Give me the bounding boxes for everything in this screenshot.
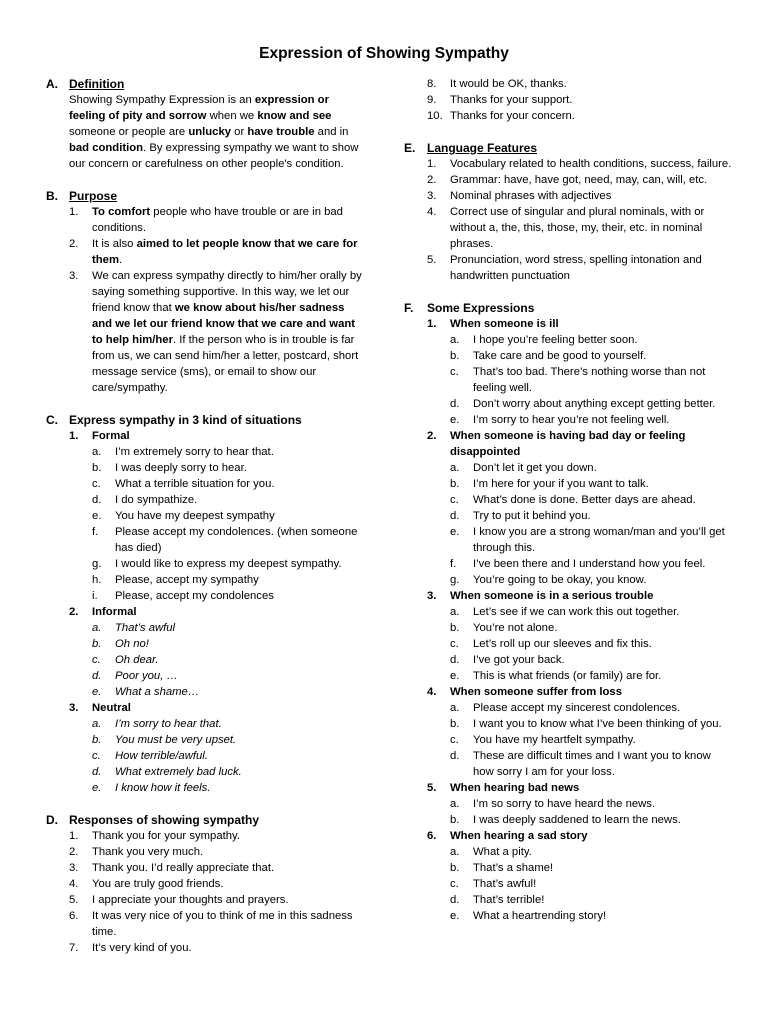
list-item bbox=[450, 796, 734, 812]
item-number: 2. bbox=[69, 846, 79, 858]
item-text bbox=[92, 268, 366, 396]
item-text: Thank you. I’d really appreciate that. bbox=[92, 862, 275, 874]
list-item bbox=[450, 412, 734, 428]
list-item bbox=[450, 604, 734, 620]
item-number: 2. bbox=[427, 174, 437, 186]
list-item bbox=[450, 748, 734, 780]
item-number: d. bbox=[450, 750, 460, 762]
item-number: e. bbox=[450, 526, 460, 538]
neutral-list bbox=[46, 716, 366, 796]
list-item bbox=[92, 508, 366, 524]
section-letter: C. bbox=[46, 413, 58, 427]
item-text: What extremely bad luck. bbox=[115, 766, 242, 778]
section-letter: A. bbox=[46, 77, 58, 91]
list-item bbox=[427, 188, 734, 204]
item-text: Thank you very much. bbox=[92, 846, 204, 858]
item-number: e. bbox=[450, 670, 460, 682]
section-responses bbox=[46, 812, 366, 956]
item-text: Thanks for your concern. bbox=[450, 110, 575, 122]
list-item bbox=[427, 252, 734, 284]
item-number: 2. bbox=[69, 606, 79, 618]
list-item bbox=[450, 572, 734, 588]
item-text: I was deeply sorry to hear. bbox=[115, 462, 247, 474]
item-text: That’s too bad. There’s nothing worse than not feeling well. bbox=[473, 366, 706, 394]
item-number: b. bbox=[450, 814, 460, 826]
item-number: a. bbox=[450, 462, 460, 474]
section-letter: D. bbox=[46, 813, 58, 827]
item-number: 8. bbox=[427, 78, 437, 90]
list-item bbox=[450, 492, 734, 508]
section-letter: F. bbox=[404, 301, 414, 315]
item-text: Nominal phrases with adjectives bbox=[450, 190, 612, 202]
item-text: I do sympathize. bbox=[115, 494, 198, 506]
expression-group-heading bbox=[404, 428, 734, 460]
item-text: I’ve got your back. bbox=[473, 654, 565, 666]
item-number: a. bbox=[450, 798, 460, 810]
list-item bbox=[69, 940, 366, 956]
list-item bbox=[450, 908, 734, 924]
list-item bbox=[92, 636, 366, 652]
expression-groups bbox=[404, 316, 734, 924]
item-number: b. bbox=[450, 478, 460, 490]
list-item bbox=[450, 476, 734, 492]
item-number: c. bbox=[450, 638, 459, 650]
section-letter: E. bbox=[404, 141, 416, 155]
text-run: people who have trouble or are in bad conditions. bbox=[92, 206, 343, 234]
item-number: c. bbox=[450, 878, 459, 890]
item-number: d. bbox=[450, 654, 460, 666]
item-number: d. bbox=[92, 494, 102, 506]
list-item bbox=[92, 444, 366, 460]
list-item bbox=[92, 684, 366, 700]
item-number: 5. bbox=[69, 894, 79, 906]
text-run: or bbox=[231, 126, 248, 138]
list-item bbox=[450, 716, 734, 732]
item-text: What a heartrending story! bbox=[473, 910, 607, 922]
item-number: 4. bbox=[427, 686, 437, 698]
item-text: You must be very upset. bbox=[115, 734, 237, 746]
item-text: That’s awful! bbox=[473, 878, 537, 890]
section-letter: B. bbox=[46, 189, 58, 203]
section-heading bbox=[46, 412, 366, 428]
text-run: when we bbox=[206, 110, 258, 122]
subsection-title: When hearing bad news bbox=[450, 782, 580, 794]
item-number: b. bbox=[450, 718, 460, 730]
text-run: Showing Sympathy Expression is an bbox=[69, 94, 255, 106]
text-run-bold: expression or feeling of pity and sorrow bbox=[69, 94, 329, 122]
item-number: 1. bbox=[427, 318, 437, 330]
section-title: Definition bbox=[69, 77, 125, 91]
list-item bbox=[450, 556, 734, 572]
purpose-list bbox=[46, 204, 366, 396]
item-number: c. bbox=[450, 734, 459, 746]
responses-list bbox=[46, 828, 366, 956]
item-text: You are truly good friends. bbox=[92, 878, 224, 890]
section-title: Express sympathy in 3 kind of situations bbox=[69, 413, 302, 427]
item-text: I’m sorry to hear you’re not feeling well. bbox=[473, 414, 670, 426]
item-number: 10. bbox=[427, 110, 443, 122]
list-item bbox=[450, 892, 734, 908]
item-text: What’s done is done. Better days are ahead. bbox=[473, 494, 696, 506]
item-text: Please accept my condolences. (when someone has died) bbox=[115, 526, 358, 554]
item-text: Please, accept my sympathy bbox=[115, 574, 259, 586]
section-heading bbox=[46, 188, 366, 204]
item-text: That’s awful bbox=[115, 622, 176, 634]
text-run: . By expressing sympathy we want to show our concern or carefulness on other people's condition. bbox=[69, 142, 359, 170]
item-text: That’s terrible! bbox=[473, 894, 545, 906]
item-text: It would be OK, thanks. bbox=[450, 78, 567, 90]
list-item bbox=[92, 556, 366, 572]
item-text: Don’t worry about anything except getting better. bbox=[473, 398, 716, 410]
item-text: I was deeply saddened to learn the news. bbox=[473, 814, 681, 826]
item-text: Pronunciation, word stress, spelling intonation and handwritten punctuation bbox=[450, 254, 702, 282]
item-number: a. bbox=[92, 446, 102, 458]
list-item bbox=[69, 876, 366, 892]
item-number: d. bbox=[450, 894, 460, 906]
list-item bbox=[427, 156, 734, 172]
item-number: a. bbox=[450, 334, 460, 346]
list-item bbox=[450, 860, 734, 876]
item-text: You have my deepest sympathy bbox=[115, 510, 275, 522]
item-text: It was very nice of you to think of me in this sadness time. bbox=[92, 910, 353, 938]
list-item bbox=[450, 364, 734, 396]
list-item bbox=[69, 828, 366, 844]
item-number: 6. bbox=[427, 830, 437, 842]
item-number: 1. bbox=[427, 158, 437, 170]
item-text: Correct use of singular and plural nominals, with or without a, the, this, those, my, their, etc. in nominal phrases. bbox=[450, 206, 705, 250]
item-number: 4. bbox=[69, 878, 79, 890]
subsection-title: Formal bbox=[92, 430, 130, 442]
text-run: It is also bbox=[92, 238, 137, 250]
item-number: 9. bbox=[427, 94, 437, 106]
item-number: d. bbox=[450, 510, 460, 522]
list-item bbox=[450, 620, 734, 636]
list-item bbox=[69, 236, 366, 268]
item-text: What a pity. bbox=[473, 846, 532, 858]
subsection-heading-formal bbox=[46, 428, 366, 444]
item-text: I know you are a strong woman/man and you’ll get through this. bbox=[473, 526, 725, 554]
section-situations bbox=[46, 412, 366, 796]
list-item bbox=[69, 844, 366, 860]
text-run-bold: have trouble bbox=[247, 126, 315, 138]
text-run: and in bbox=[314, 126, 349, 138]
section-language-features bbox=[404, 140, 734, 284]
item-text: I know how it feels. bbox=[115, 782, 211, 794]
list-item bbox=[92, 748, 366, 764]
list-item bbox=[92, 460, 366, 476]
item-number: c. bbox=[92, 478, 101, 490]
section-heading bbox=[46, 812, 366, 828]
item-text: How terrible/awful. bbox=[115, 750, 208, 762]
item-text: I’m here for your if you want to talk. bbox=[473, 478, 649, 490]
item-number: e. bbox=[450, 414, 460, 426]
list-item bbox=[450, 700, 734, 716]
subsection-title: Neutral bbox=[92, 702, 131, 714]
text-run: someone or people are bbox=[69, 126, 189, 138]
item-number: d. bbox=[450, 398, 460, 410]
item-number: 1. bbox=[69, 206, 79, 218]
item-number: c. bbox=[92, 654, 101, 666]
text-run: . bbox=[119, 254, 123, 266]
item-number: a. bbox=[92, 622, 102, 634]
list-item bbox=[92, 492, 366, 508]
item-text: These are difficult times and I want you to know how sorry I am for your loss. bbox=[473, 750, 711, 778]
list-item bbox=[92, 716, 366, 732]
subsection-title: When someone is ill bbox=[450, 318, 559, 330]
item-text: Thanks for your support. bbox=[450, 94, 573, 106]
item-text: Oh no! bbox=[115, 638, 149, 650]
list-item bbox=[450, 668, 734, 684]
expression-list bbox=[404, 604, 734, 684]
expression-group-heading bbox=[404, 588, 734, 604]
item-text: You have my heartfelt sympathy. bbox=[473, 734, 636, 746]
item-text: Don’t let it get you down. bbox=[473, 462, 597, 474]
item-text: This is what friends (or family) are for. bbox=[473, 670, 662, 682]
item-number: c. bbox=[450, 494, 459, 506]
item-number: e. bbox=[92, 782, 102, 794]
item-text: Thank you for your sympathy. bbox=[92, 830, 240, 842]
list-item bbox=[92, 780, 366, 796]
list-item bbox=[450, 876, 734, 892]
item-number: 3. bbox=[69, 702, 79, 714]
item-text: Let’s roll up our sleeves and fix this. bbox=[473, 638, 652, 650]
list-item bbox=[69, 204, 366, 236]
list-item bbox=[450, 652, 734, 668]
text-run-bold: know and see bbox=[257, 110, 332, 122]
expression-list bbox=[404, 844, 734, 924]
list-item bbox=[69, 860, 366, 876]
section-some-expressions bbox=[404, 300, 734, 924]
list-item bbox=[427, 172, 734, 188]
right-column bbox=[404, 76, 734, 924]
formal-list bbox=[46, 444, 366, 604]
text-run-bold: we know about his/her sadness and we let our friend know that we care and want to help him/her bbox=[92, 302, 356, 346]
item-number: b. bbox=[92, 638, 102, 650]
definition-paragraph bbox=[46, 92, 366, 172]
item-text: What a terrible situation for you. bbox=[115, 478, 275, 490]
list-item bbox=[69, 268, 366, 396]
expression-list bbox=[404, 700, 734, 780]
item-number: g. bbox=[92, 558, 102, 570]
expression-list bbox=[404, 796, 734, 828]
list-item bbox=[450, 460, 734, 476]
list-item bbox=[450, 732, 734, 748]
item-number: 4. bbox=[427, 206, 437, 218]
item-text: Please accept my sincerest condolences. bbox=[473, 702, 681, 714]
item-number: b. bbox=[450, 862, 460, 874]
item-text: Let’s see if we can work this out together. bbox=[473, 606, 680, 618]
item-text: Oh dear. bbox=[115, 654, 159, 666]
section-title: Purpose bbox=[69, 189, 118, 203]
item-text: You’re going to be okay, you know. bbox=[473, 574, 647, 586]
list-item bbox=[92, 620, 366, 636]
subsection-title: Informal bbox=[92, 606, 137, 618]
list-item bbox=[92, 572, 366, 588]
list-item bbox=[450, 812, 734, 828]
item-number: d. bbox=[92, 766, 102, 778]
item-number: e. bbox=[92, 510, 102, 522]
item-number: c. bbox=[92, 750, 101, 762]
section-purpose bbox=[46, 188, 366, 396]
list-item bbox=[450, 396, 734, 412]
item-text: I’m sorry to hear that. bbox=[115, 718, 222, 730]
subsection-heading-neutral bbox=[46, 700, 366, 716]
item-number: 2. bbox=[427, 430, 437, 442]
list-item bbox=[92, 524, 366, 556]
expression-group-heading bbox=[404, 316, 734, 332]
item-number: g. bbox=[450, 574, 460, 586]
item-text: I want you to know what I’ve been thinking of you. bbox=[473, 718, 722, 730]
item-text: I hope you’re feeling better soon. bbox=[473, 334, 638, 346]
item-text: I’m so sorry to have heard the news. bbox=[473, 798, 656, 810]
item-number: c. bbox=[450, 366, 459, 378]
item-number: 1. bbox=[69, 830, 79, 842]
list-item bbox=[450, 844, 734, 860]
section-heading bbox=[404, 300, 734, 316]
subsection-title: When hearing a sad story bbox=[450, 830, 588, 842]
text-run-bold: bad condition bbox=[69, 142, 144, 154]
left-column bbox=[46, 76, 366, 956]
text-run: . If the person who is in trouble is far from us, we can send him/her a letter, postcard, short message service (sms), or email to show our care/sympathy. bbox=[92, 334, 359, 394]
section-heading bbox=[46, 76, 366, 92]
item-number: 3. bbox=[69, 862, 79, 874]
item-number: 7. bbox=[69, 942, 79, 954]
item-number: 3. bbox=[427, 190, 437, 202]
list-item bbox=[450, 348, 734, 364]
section-heading bbox=[404, 140, 734, 156]
expression-group-heading bbox=[404, 828, 734, 844]
item-number: f. bbox=[92, 526, 99, 538]
expression-list bbox=[404, 332, 734, 428]
features-list bbox=[404, 156, 734, 284]
subsection-title: When someone suffer from loss bbox=[450, 686, 622, 698]
list-item bbox=[69, 908, 366, 940]
text-run: We can express sympathy directly to him/her orally by saying something supportive. In this way, we let our friend know that bbox=[92, 270, 362, 314]
item-number: a. bbox=[92, 718, 102, 730]
item-text: Grammar: have, have got, need, may, can, will, etc. bbox=[450, 174, 708, 186]
list-item bbox=[92, 476, 366, 492]
list-item bbox=[92, 588, 366, 604]
list-item bbox=[92, 652, 366, 668]
item-text: I’m extremely sorry to hear that. bbox=[115, 446, 274, 458]
text-run-bold: aimed to let people know that we care for them bbox=[92, 238, 358, 266]
item-text: Take care and be good to yourself. bbox=[473, 350, 647, 362]
item-number: a. bbox=[450, 702, 460, 714]
item-text: I’ve been there and I understand how you feel. bbox=[473, 558, 706, 570]
responses-list-continued bbox=[404, 76, 734, 124]
section-title: Language Features bbox=[427, 141, 538, 155]
text-run-bold: To comfort bbox=[92, 206, 151, 218]
item-text: Poor you, … bbox=[115, 670, 178, 682]
item-number: a. bbox=[450, 606, 460, 618]
list-item bbox=[450, 332, 734, 348]
list-item bbox=[92, 732, 366, 748]
item-number: 5. bbox=[427, 254, 437, 266]
item-text: It’s very kind of you. bbox=[92, 942, 192, 954]
item-text: Try to put it behind you. bbox=[473, 510, 591, 522]
list-item bbox=[69, 892, 366, 908]
item-number: b. bbox=[92, 462, 102, 474]
subsection-title: When someone is in a serious trouble bbox=[450, 590, 654, 602]
informal-list bbox=[46, 620, 366, 700]
item-text: That’s a shame! bbox=[473, 862, 554, 874]
list-item bbox=[450, 636, 734, 652]
expression-group-heading bbox=[404, 780, 734, 796]
item-number: e. bbox=[92, 686, 102, 698]
expression-group-heading bbox=[404, 684, 734, 700]
expression-list bbox=[404, 460, 734, 588]
list-item bbox=[450, 508, 734, 524]
item-number: 2. bbox=[69, 238, 79, 250]
section-title: Responses of showing sympathy bbox=[69, 813, 260, 827]
item-text bbox=[92, 204, 366, 236]
item-number: a. bbox=[450, 846, 460, 858]
item-number: i. bbox=[92, 590, 98, 602]
subsection-heading-informal bbox=[46, 604, 366, 620]
section-definition bbox=[46, 76, 366, 172]
item-number: 3. bbox=[69, 270, 79, 282]
item-text: I would like to express my deepest sympathy. bbox=[115, 558, 342, 570]
item-number: 1. bbox=[69, 430, 79, 442]
item-number: f. bbox=[450, 558, 457, 570]
list-item bbox=[427, 76, 734, 92]
item-text: Vocabulary related to health conditions, success, failure. bbox=[450, 158, 732, 170]
item-number: b. bbox=[92, 734, 102, 746]
item-text: I appreciate your thoughts and prayers. bbox=[92, 894, 289, 906]
item-number: b. bbox=[450, 350, 460, 362]
list-item bbox=[427, 204, 734, 252]
item-text: What a shame… bbox=[115, 686, 200, 698]
item-text: Please, accept my condolences bbox=[115, 590, 274, 602]
list-item bbox=[92, 668, 366, 684]
item-number: b. bbox=[450, 622, 460, 634]
subsection-title: When someone is having bad day or feeling disappointed bbox=[450, 430, 686, 458]
section-title: Some Expressions bbox=[427, 301, 535, 315]
item-number: 3. bbox=[427, 590, 437, 602]
item-text: You’re not alone. bbox=[473, 622, 558, 634]
item-number: d. bbox=[92, 670, 102, 682]
list-item bbox=[427, 92, 734, 108]
list-item bbox=[450, 524, 734, 556]
item-number: h. bbox=[92, 574, 102, 586]
document-title: Expression of Showing Sympathy bbox=[259, 45, 509, 62]
item-number: 6. bbox=[69, 910, 79, 922]
list-item bbox=[427, 108, 734, 124]
text-run-bold: unlucky bbox=[188, 126, 232, 138]
item-number: 5. bbox=[427, 782, 437, 794]
item-text bbox=[92, 236, 366, 268]
item-number: e. bbox=[450, 910, 460, 922]
list-item bbox=[92, 764, 366, 780]
